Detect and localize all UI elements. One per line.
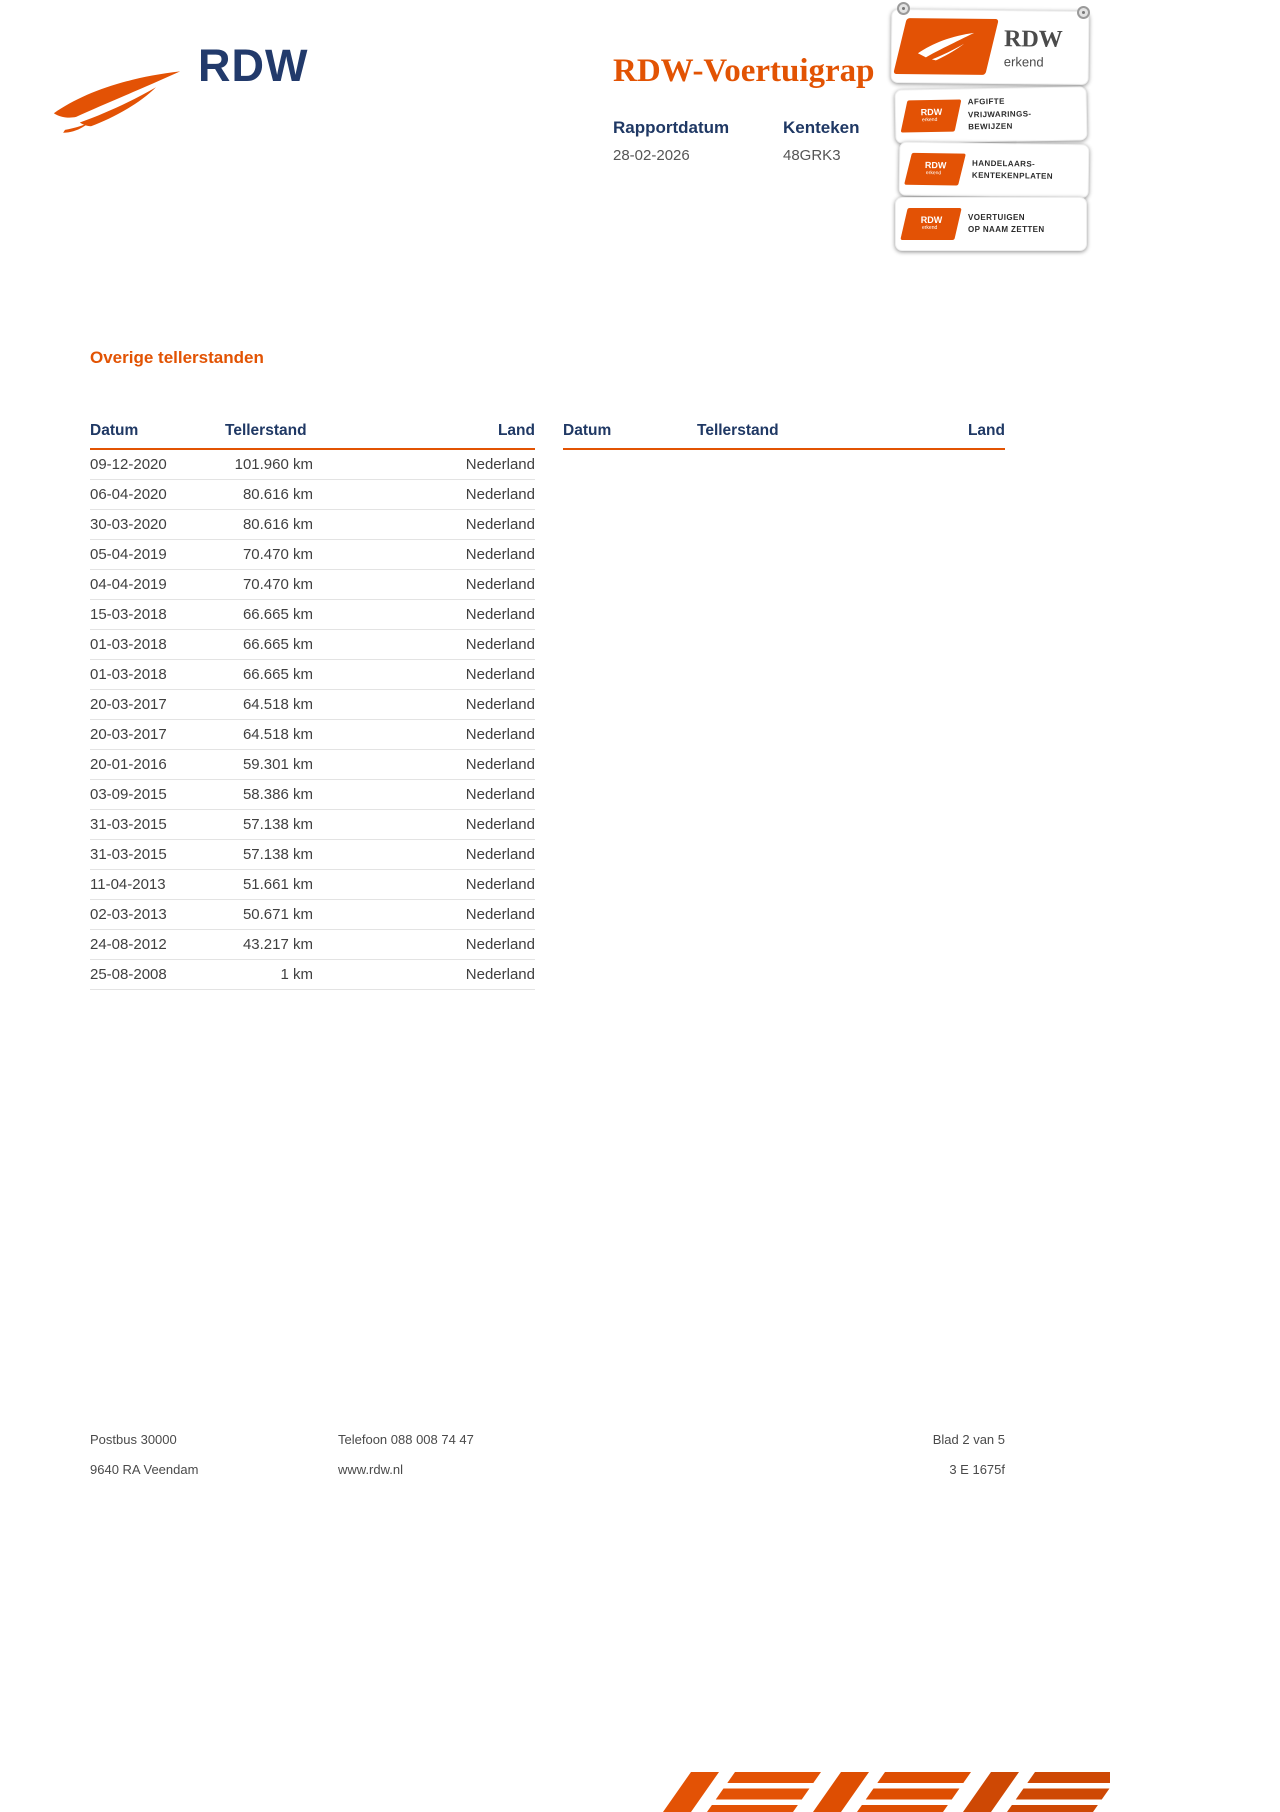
table-row (90, 449, 535, 480)
cell-datum: 11-04-2013 (90, 870, 225, 900)
rdw-swoosh-icon (52, 70, 182, 136)
cell-datum: 15-03-2018 (90, 600, 225, 630)
table-row (90, 780, 535, 810)
badge-stack (885, 2, 1101, 260)
cell-land: Nederland (313, 870, 535, 900)
column-header-tellerstand: Tellerstand (697, 418, 785, 449)
cell-tellerstand: 80.616 km (225, 510, 313, 540)
cell-tellerstand: 80.616 km (225, 480, 313, 510)
odometer-table-body (90, 449, 535, 990)
table-header-row (90, 418, 535, 449)
rdw-erkend-text: RDW erkend (1003, 25, 1063, 70)
cell-land: Nederland (313, 720, 535, 750)
cell-datum: 01-03-2018 (90, 660, 225, 690)
rdw-logo-wordmark: RDW (198, 40, 309, 91)
column-header-land: Land (785, 418, 1005, 449)
rdw-flag-icon: RDW erkend (900, 208, 961, 240)
pin-icon (897, 2, 910, 15)
footer-page-number: Blad 2 van 5 (932, 1432, 1005, 1447)
table-row (90, 480, 535, 510)
table-row (90, 510, 535, 540)
cell-datum: 25-08-2008 (90, 960, 225, 990)
badge-voertuigen-op-naam-zetten (895, 197, 1087, 251)
cell-land: Nederland (313, 540, 535, 570)
cell-datum: 31-03-2015 (90, 840, 225, 870)
table-row (90, 570, 535, 600)
cell-tellerstand: 70.470 km (225, 570, 313, 600)
report-date-block (613, 118, 783, 164)
license-plate-label: Kenteken (783, 118, 860, 137)
cell-datum: 05-04-2019 (90, 540, 225, 570)
table-row (90, 870, 535, 900)
badge-afgifte-vrijwaringsbewijzen (895, 86, 1088, 143)
cell-datum: 20-03-2017 (90, 720, 225, 750)
badge-label: VOERTUIGEN OP NAAM ZETTEN (968, 212, 1045, 234)
cell-tellerstand: 58.386 km (225, 780, 313, 810)
rdw-flag-icon: RDW erkend (901, 100, 962, 133)
table-row (90, 690, 535, 720)
cell-land: Nederland (313, 480, 535, 510)
footer-doc-code: 3 E 1675f (949, 1462, 1005, 1477)
cell-land: Nederland (313, 900, 535, 930)
cell-datum: 30-03-2020 (90, 510, 225, 540)
rdw-erkend-badge (891, 9, 1090, 85)
table-row (90, 660, 535, 690)
table-row (90, 810, 535, 840)
report-date-label: Rapportdatum (613, 118, 730, 137)
cell-tellerstand: 1 km (225, 960, 313, 990)
cell-datum: 24-08-2012 (90, 930, 225, 960)
badge-label: AFGIFTE VRIJWARINGS- BEWIJZEN (967, 97, 1032, 132)
odometer-table-right (563, 418, 1005, 450)
rdw-flag-icon (893, 18, 999, 75)
table-row (90, 720, 535, 750)
rdw-flag-icon: RDW erkend (904, 153, 966, 186)
badge-label: HANDELAARS- KENTEKENPLATEN (971, 158, 1053, 181)
cell-land: Nederland (313, 810, 535, 840)
cell-datum: 20-01-2016 (90, 750, 225, 780)
cell-land: Nederland (313, 600, 535, 630)
cell-land: Nederland (313, 630, 535, 660)
pin-icon (1077, 6, 1090, 19)
page-title: RDW-Voertuigrap (613, 53, 875, 89)
footer-phone: Telefoon 088 008 74 47 (338, 1432, 474, 1447)
table-header-row (563, 418, 1005, 449)
cell-tellerstand: 64.518 km (225, 720, 313, 750)
table-row (90, 750, 535, 780)
badge-handelaarskentekenplaten (899, 142, 1090, 199)
column-header-datum: Datum (90, 418, 225, 449)
cell-tellerstand: 66.665 km (225, 600, 313, 630)
footer-address-line1: Postbus 30000 (90, 1432, 177, 1447)
cell-tellerstand: 43.217 km (225, 930, 313, 960)
cell-datum: 04-04-2019 (90, 570, 225, 600)
cell-tellerstand: 59.301 km (225, 750, 313, 780)
table-row (90, 960, 535, 990)
cell-tellerstand: 57.138 km (225, 810, 313, 840)
cell-datum: 20-03-2017 (90, 690, 225, 720)
report-date-value: 28-02-2026 (613, 147, 690, 164)
cell-tellerstand: 70.470 km (225, 540, 313, 570)
table-row (90, 840, 535, 870)
rdw-stripe-graphic (630, 1772, 1110, 1812)
cell-land: Nederland (313, 690, 535, 720)
footer-website: www.rdw.nl (338, 1462, 404, 1477)
cell-tellerstand: 57.138 km (225, 840, 313, 870)
cell-tellerstand: 50.671 km (225, 900, 313, 930)
column-header-land: Land (313, 418, 535, 449)
cell-land: Nederland (313, 840, 535, 870)
cell-datum: 06-04-2020 (90, 480, 225, 510)
cell-tellerstand: 51.661 km (225, 870, 313, 900)
cell-land: Nederland (313, 449, 535, 480)
cell-datum: 02-03-2013 (90, 900, 225, 930)
column-header-tellerstand: Tellerstand (225, 418, 313, 449)
column-header-datum: Datum (563, 418, 697, 449)
cell-land: Nederland (313, 930, 535, 960)
cell-land: Nederland (313, 660, 535, 690)
cell-datum: 01-03-2018 (90, 630, 225, 660)
license-plate-value: 48GRK3 (783, 147, 841, 164)
table-row (90, 930, 535, 960)
table-row (90, 600, 535, 630)
cell-land: Nederland (313, 570, 535, 600)
cell-land: Nederland (313, 960, 535, 990)
cell-tellerstand: 66.665 km (225, 630, 313, 660)
table-row (90, 900, 535, 930)
cell-land: Nederland (313, 750, 535, 780)
cell-tellerstand: 101.960 km (225, 449, 313, 480)
cell-tellerstand: 66.665 km (225, 660, 313, 690)
cell-datum: 03-09-2015 (90, 780, 225, 810)
section-title-overige-tellerstanden: Overige tellerstanden (90, 348, 264, 367)
cell-datum: 09-12-2020 (90, 449, 225, 480)
table-row (90, 540, 535, 570)
cell-tellerstand: 64.518 km (225, 690, 313, 720)
table-row (90, 630, 535, 660)
cell-land: Nederland (313, 780, 535, 810)
odometer-table-left (90, 418, 535, 990)
cell-datum: 31-03-2015 (90, 810, 225, 840)
cell-land: Nederland (313, 510, 535, 540)
footer-address-line2: 9640 RA Veendam (90, 1462, 199, 1477)
